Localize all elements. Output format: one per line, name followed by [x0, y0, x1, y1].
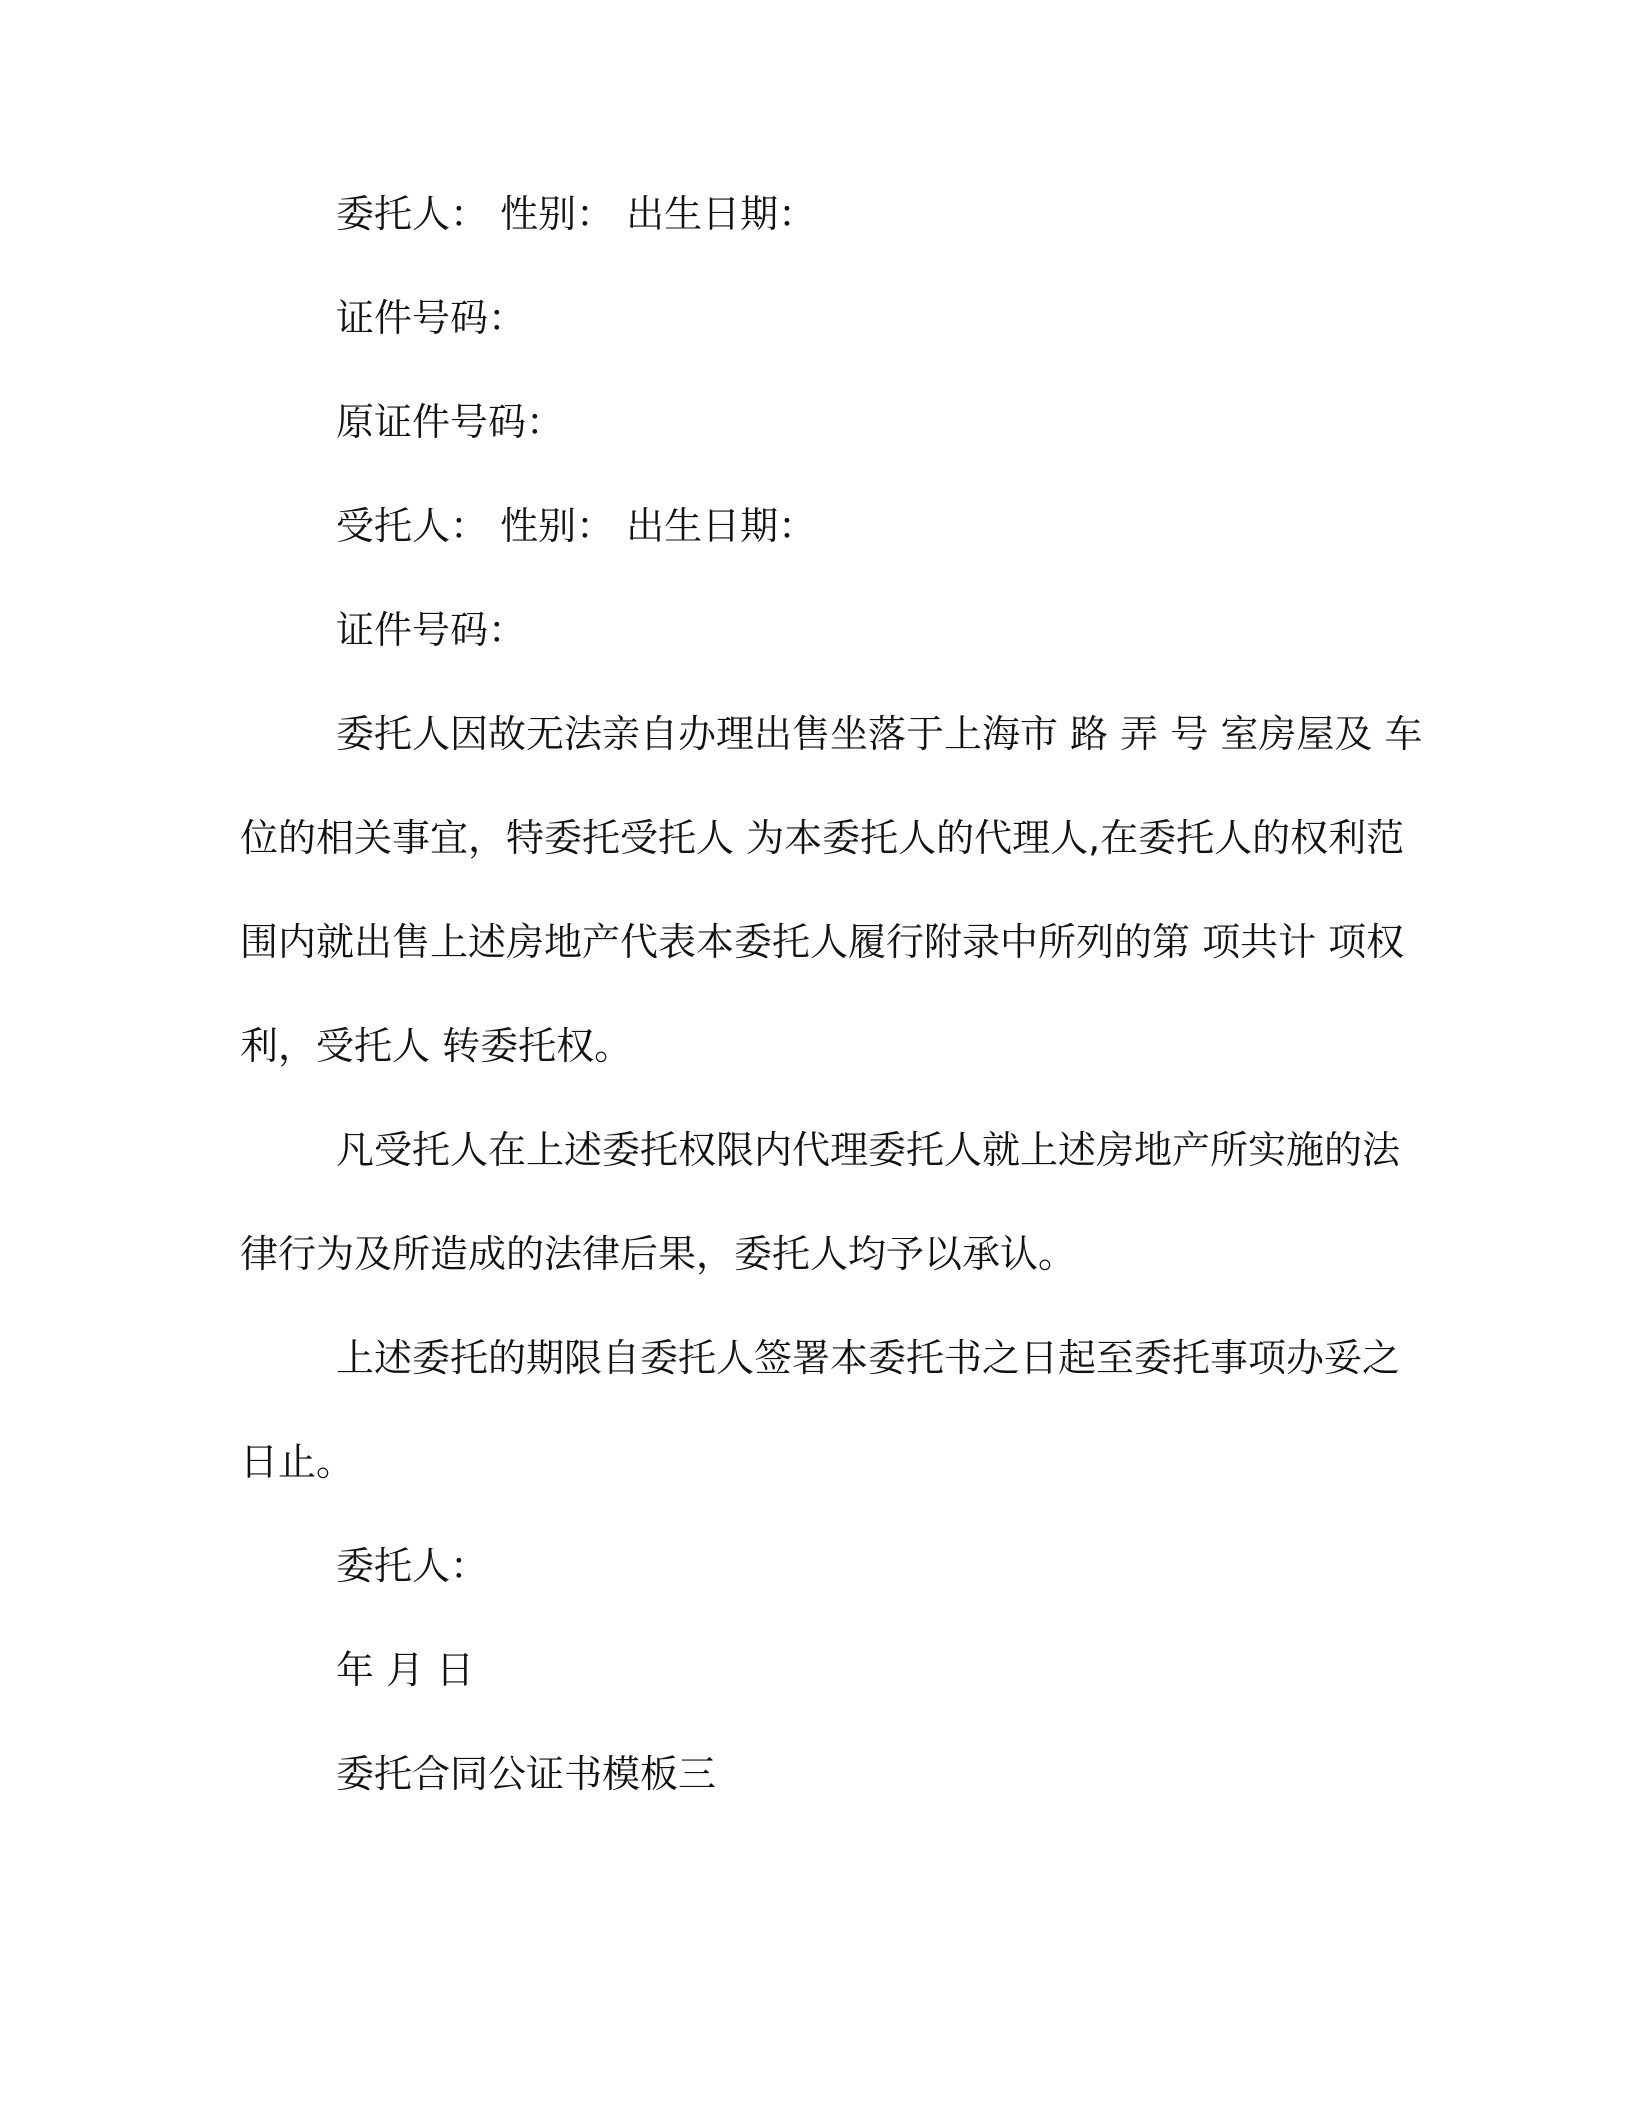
paragraph-line: 委托人因故无法亲自办理出售坐落于上海市 路 弄 号 室房屋及 车: [336, 712, 1423, 756]
paragraph-line: 日止。: [240, 1440, 355, 1484]
paragraph-line: 上述委托的期限自委托人签署本委托书之日起至委托事项办妥之: [336, 1336, 1401, 1380]
paragraph-line: 位的相关事宜，特委托受托人 为本委托人的代理人,在委托人的权利范: [240, 816, 1405, 860]
paragraph-line: 利，受托人 转委托权。: [240, 1024, 633, 1068]
principal-old-id-line: 原证件号码：: [336, 400, 565, 444]
agent-info-line: 受托人： 性别： 出生日期：: [336, 504, 817, 548]
agent-id-line: 证件号码：: [336, 608, 527, 652]
paragraph-term: [240, 1332, 1401, 1488]
next-section-title: 委托合同公证书模板三: [336, 1752, 717, 1796]
paragraph-authorization: [240, 708, 1423, 1072]
paragraph-line: 凡受托人在上述委托权限内代理委托人就上述房地产所实施的法: [336, 1128, 1401, 1172]
paragraph-liability: [240, 1124, 1401, 1280]
paragraph-line: 围内就出售上述房地产代表本委托人履行附录中所列的第 项共计 项权: [240, 920, 1405, 964]
document-body: [240, 188, 1423, 1800]
paragraph-line: 律行为及所造成的法律后果，委托人均予以承认。: [240, 1232, 1077, 1276]
signature-date-label: 年 月 日: [336, 1648, 475, 1692]
signature-principal-label: 委托人：: [336, 1544, 489, 1588]
principal-info-line: 委托人： 性别： 出生日期：: [336, 192, 817, 236]
principal-id-line: 证件号码：: [336, 296, 527, 340]
